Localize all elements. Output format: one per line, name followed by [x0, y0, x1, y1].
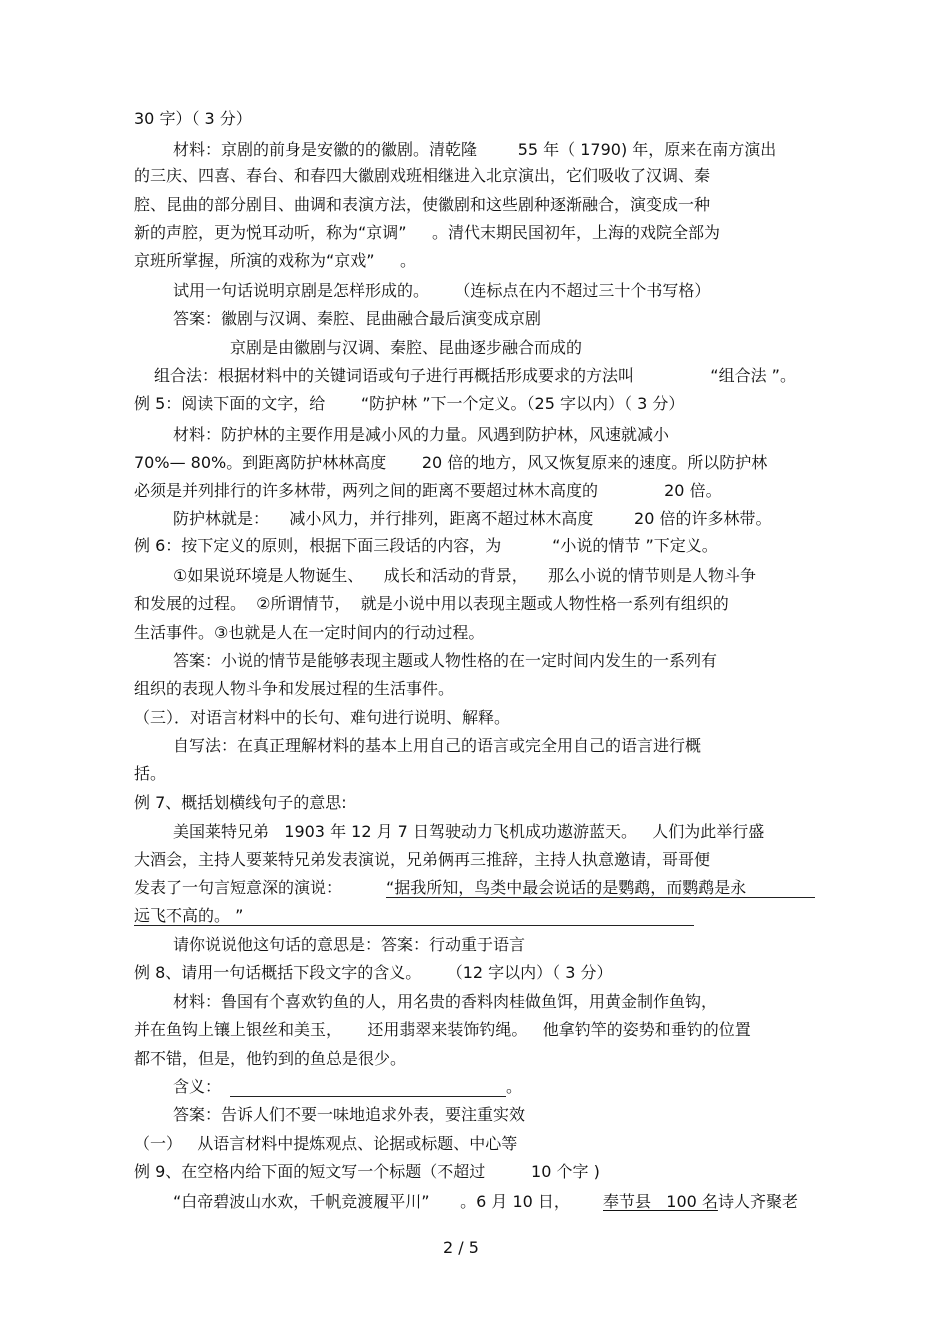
underlined-quote: “据我所知，鸟类中最会说话的是鹦鹉，而鹦鹉是永: [386, 878, 747, 897]
underlined-quote: 远飞不高的。 ”: [134, 906, 244, 925]
answer-line: 答案：小说的情节是能够表现主题或人物性格的在一定时间内发生的一系列有: [173, 651, 718, 670]
section-heading: （一） 从语言材料中提炼观点、论据或标题、中心等: [134, 1134, 518, 1153]
quote-underline: [134, 925, 694, 926]
text-line: 生活事件。③也就是人在一定时间内的行动过程。: [134, 623, 485, 642]
text-line: 组合法：根据材料中的关键词语或句子进行再概括形成要求的方法叫 “组合法 ”。: [154, 366, 796, 385]
text-line: 诗人齐聚老: [718, 1192, 799, 1211]
example-heading: 例 9、在空格内给下面的短文写一个标题（不超过 10 个字 ): [134, 1162, 600, 1181]
quote-underline: [386, 897, 815, 898]
text-line: 材料：防护林的主要作用是减小风的力量。风遇到防护林，风速就减小: [173, 425, 670, 444]
text-line: 。: [506, 1077, 523, 1096]
text-line: 材料：鲁国有个喜欢钓鱼的人，用名贵的香料肉桂做鱼饵，用黄金制作鱼钩，: [173, 992, 718, 1011]
text-line: 必须是并列排行的许多林带，两列之间的距离不要超过林木高度的 20 倍。: [134, 481, 722, 500]
answer-line: 京剧是由徽剧与汉调、秦腔、昆曲逐步融合而成的: [230, 338, 583, 357]
answer-line: 请你说说他这句话的意思是：答案：行动重于语言: [173, 935, 526, 954]
text-line: “白帝碧波山水欢，千帆竞渡履平川” 。6 月 10 日，: [173, 1192, 570, 1211]
example-heading: 例 7、概括划横线句子的意思:: [134, 793, 347, 812]
answer-line: 防护林就是： 减小风力，并行排列，距离不超过林木高度 20 倍的许多林带。: [173, 509, 772, 528]
section-heading: （三）．对语言材料中的长句、难句进行说明、解释。: [134, 708, 511, 727]
meaning-label: 含义：: [173, 1077, 222, 1096]
answer-blank: [230, 1096, 506, 1097]
text-line: 并在鱼钩上镶上银丝和美玉， 还用翡翠来装饰钓绳。 他拿钓竿的姿势和垂钓的位置: [134, 1020, 751, 1039]
example-heading: 例 5：阅读下面的文字，给 “防护林 ”下一个定义。（25 字以内）（ 3 分）: [134, 394, 685, 413]
text-line: 的三庆、四喜、春台、和春四大徽剧戏班相继进入北京演出，它们吸收了汉调、秦: [134, 166, 711, 185]
text-line: 大酒会，主持人要莱特兄弟发表演说，兄弟俩再三推辞，主持人执意邀请，哥哥便: [134, 850, 711, 869]
text-line: 材料：京剧的前身是安徽的的徽剧。清乾隆 55 年（ 1790) 年，原来在南方演出: [173, 140, 777, 159]
text-line: 都不错，但是，他钓到的鱼总是很少。: [134, 1049, 407, 1068]
answer-line: 答案：徽剧与汉调、秦腔、昆曲融合最后演变成京剧: [173, 309, 542, 328]
text-line: 京班所掌握，所演的戏称为“京戏” 。: [134, 251, 417, 270]
text-line: 新的声腔，更为悦耳动听，称为“京调” 。清代末期民国初年，上海的戏院全部为: [134, 223, 721, 242]
page-number: 2 / 5: [443, 1238, 479, 1257]
text-line: 试用一句话说明京剧是怎样形成的。 （连标点在内不超过三十个书写格）: [173, 281, 711, 300]
text-line: ①如果说环境是人物诞生、 成长和活动的背景， 那么小说的情节则是人物斗争: [173, 566, 757, 585]
underlined-text: 奉节县 100 名: [603, 1192, 718, 1211]
answer-line: 组织的表现人物斗争和发展过程的生活事件。: [134, 679, 455, 698]
answer-line: 答案：告诉人们不要一味地追求外表，要注重实效: [173, 1105, 526, 1124]
text-line: 发表了一句言短意深的演说：: [134, 878, 343, 897]
text-line: 括。: [134, 764, 167, 783]
text-line: 腔、昆曲的部分剧目、曲调和表演方法，使徽剧和这些剧种逐渐融合，演变成一种: [134, 195, 711, 214]
text-line: 70%— 80%。到距离防护林林高度 20 倍的地方，风又恢复原来的速度。所以防护林: [134, 453, 768, 472]
text-line: 30 字）（ 3 分）: [134, 109, 252, 128]
example-heading: 例 8、请用一句话概括下段文字的含义。 （12 字以内）（ 3 分）: [134, 963, 613, 982]
text-line: 自写法：在真正理解材料的基本上用自己的语言或完全用自己的语言进行概: [173, 736, 702, 755]
text-line: 美国莱特兄弟 1903 年 12 月 7 日驾驶动力飞机成功遨游蓝天。 人们为此举行盛: [173, 822, 765, 841]
example-heading: 例 6：按下定义的原则，根据下面三段话的内容，为 “小说的情节 ”下定义。: [134, 536, 718, 555]
text-line: 和发展的过程。 ②所谓情节， 就是小说中用以表现主题或人物性格一系列有组织的: [134, 594, 729, 613]
